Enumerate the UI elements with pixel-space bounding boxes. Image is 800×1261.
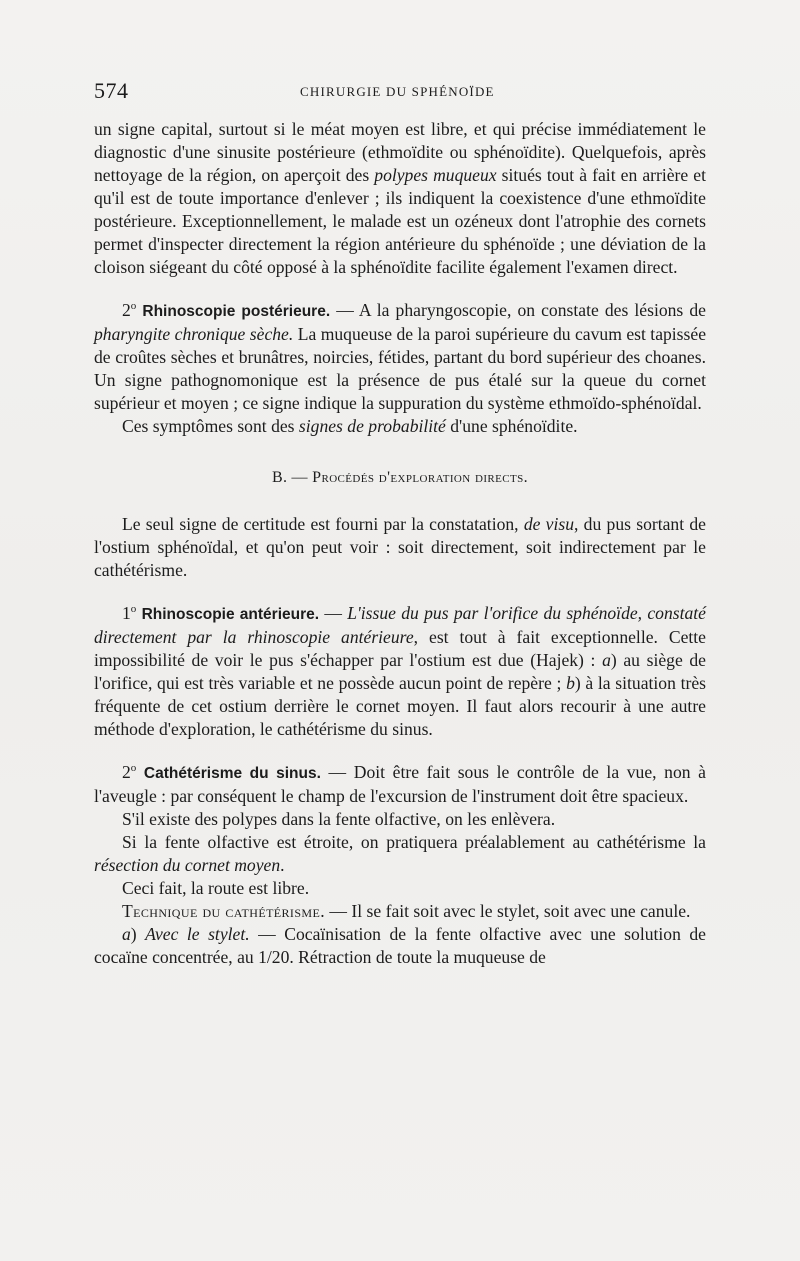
- paragraph-stylet: [94, 923, 706, 969]
- text-run: un signe capital, surtout si le méat moyen est libre, et qui précise immédiatement le diagnostic d'une sinusite postérieure (ethmoïdite ou sphénoïdite). Quelquefois, après nettoyage de la région, on aperçoit des: [94, 119, 706, 185]
- subsection-heading: Rhinoscopie postérieure.: [142, 303, 331, 320]
- paragraph-certitude: [94, 513, 706, 582]
- text-run: d'une sphénoïdite.: [445, 416, 578, 436]
- paragraph-rhinoscopie-posterieure: [94, 299, 706, 415]
- text-run: Le seul signe de certitude est fourni par la constatation,: [122, 514, 524, 534]
- text-run: ) à la situation très fréquente de cet ostium derrière le cornet moyen. Il faut alors recourir à une autre méthode d'exploration, le cathétérisme du sinus.: [94, 673, 706, 739]
- text-run: Si la fente olfactive est étroite, on pratiquera préalablement au cathétérisme la: [122, 832, 706, 852]
- small-caps-heading: Technique du cathétérisme.: [122, 901, 325, 921]
- text-run: —: [319, 603, 348, 623]
- page-number: 574: [94, 78, 129, 103]
- ordinal-mark: o: [130, 300, 137, 313]
- paragraph-symptomes: [94, 415, 706, 438]
- text-run: La muqueuse de la paroi supérieure du cavum est tapissée de croûtes sèches et brunâtres, noircies, fétides, partant du bord supérieur des choanes. Un signe pathognomonique est la présence de pus étalé sur la queue du cornet supérieur et moyen ; ce signe indique la suppuration du système ethmoïdo-sphénoïdal.: [94, 324, 706, 413]
- italic-run: résection du cornet moyen: [94, 855, 281, 875]
- paragraph-1: [94, 118, 706, 279]
- text-run: ): [130, 924, 146, 944]
- page-body: [94, 118, 706, 969]
- text-run: ) au siège de l'orifice, qui est très variable et ne possède aucun point de repère ;: [94, 650, 706, 693]
- italic-run: Avec le stylet.: [145, 924, 250, 944]
- page-header: [94, 78, 706, 108]
- italic-run: b: [566, 673, 575, 693]
- section-number: 2: [122, 300, 131, 320]
- text-run: — Il se fait soit avec le stylet, soit avec une canule.: [325, 901, 691, 921]
- italic-run: de visu: [523, 514, 575, 534]
- paragraph-technique: [94, 900, 706, 923]
- text-run: S'il existe des polypes dans la fente olfactive, on les enlèvera.: [122, 809, 556, 829]
- paragraph-catheterisme: [94, 761, 706, 808]
- section-b-heading: [94, 466, 706, 489]
- text-run: , est tout à fait exceptionnelle. Cette impossibilité de voir le pus s'échapper par l'ostium est due (Hajek) :: [94, 627, 706, 670]
- paragraph-route-libre: [94, 877, 706, 900]
- section-title: Procédés d'exploration directs.: [312, 469, 529, 486]
- text-run: — Doit être fait sous le contrôle de la vue, non à l'aveugle : par conséquent le champ de l'excursion de l'instrument doit être spacieux.: [94, 762, 706, 806]
- text-run: — Cocaïnisation de la fente olfactive avec une solution de cocaïne concentrée, au 1/20. Rétraction de toute la muqueuse de: [94, 924, 706, 967]
- paragraph-fente-etroite: [94, 831, 706, 877]
- text-run: situés tout à fait en arrière et qu'il est de toute importance d'enlever ; ils indiquent la coexistence d'une ethmoïdite postérieure. Exceptionnellement, le malade est un ozéneux dont l'atrophie des cornets permet d'inspecter directement la région antérieure du sphénoïde ; une déviation de la cloison siégeant du côté opposé à la sphénoïdite facilite également l'examen direct.: [94, 165, 707, 277]
- italic-run: pharyngite chronique sèche.: [94, 324, 294, 344]
- text-run: Ces symptômes sont des: [122, 416, 299, 436]
- ordinal-mark: o: [130, 603, 137, 616]
- italic-run: polypes muqueux: [374, 165, 497, 185]
- paragraph-rhinoscopie-anterieure: [94, 602, 706, 741]
- section-number: 2: [122, 762, 131, 782]
- text-run: — A la pharyngoscopie, on constate des lésions de: [330, 300, 706, 320]
- text-run: , du pus sortant de l'ostium sphénoïdal, et qu'on peut voir : soit directement, soit indirectement par le cathétérisme.: [94, 514, 706, 580]
- italic-run: a: [602, 650, 611, 670]
- italic-run: signes de probabilité: [298, 416, 446, 436]
- subsection-heading: Rhinoscopie antérieure.: [141, 606, 320, 623]
- italic-run: L'issue du pus par l'orifice du sphénoïde, constaté directement par la rhinoscopie antérieure: [94, 603, 706, 647]
- section-number: 1: [122, 603, 131, 623]
- subsection-heading: Cathétérisme du sinus.: [143, 765, 321, 782]
- paragraph-polypes: [94, 808, 706, 831]
- ordinal-mark: o: [130, 762, 137, 775]
- running-head: CHIRURGIE DU SPHÉNOÏDE: [300, 84, 495, 99]
- text-run: .: [280, 855, 285, 875]
- text-run: Ceci fait, la route est libre.: [122, 878, 310, 898]
- italic-run: a: [122, 924, 131, 944]
- section-label: B. —: [271, 469, 313, 486]
